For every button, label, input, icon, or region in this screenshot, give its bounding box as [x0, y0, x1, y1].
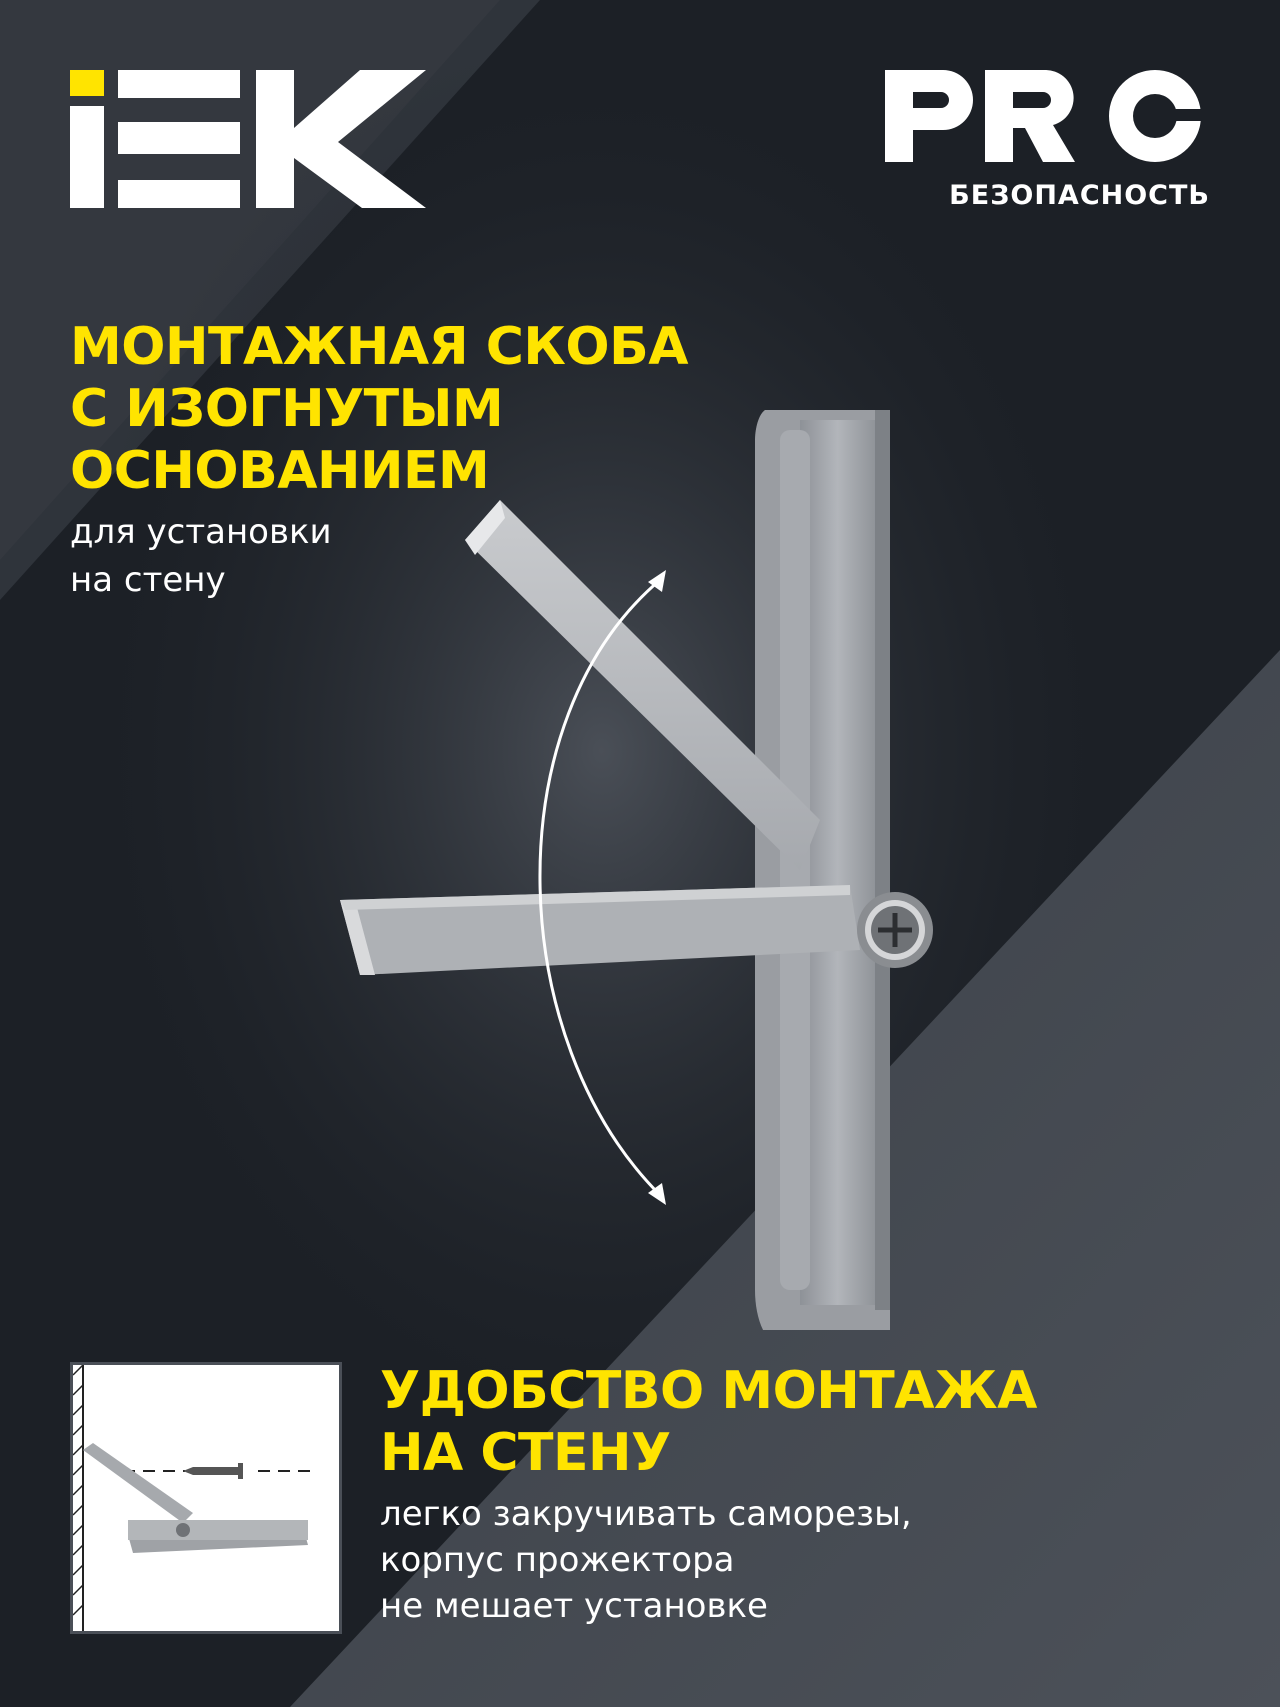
feature-1-desc-line: для установки — [70, 512, 332, 552]
pro-logo — [885, 70, 1215, 170]
iek-logo — [70, 70, 430, 210]
feature-2-title-line: НА СТЕНУ — [380, 1423, 671, 1483]
screw-icon — [183, 1463, 243, 1479]
feature-1-desc-line: на стену — [70, 560, 226, 600]
feature-2-desc-line: корпус прожектора — [380, 1540, 735, 1580]
feature-1-title-line: МОНТАЖНАЯ СКОБА — [70, 317, 688, 377]
pro-subtitle: БЕЗОПАСНОСТЬ — [949, 180, 1210, 211]
feature-2-desc-line: не мешает установке — [380, 1586, 768, 1626]
wall-mount-thumbnail — [70, 1362, 342, 1634]
feature-1-title-line: ОСНОВАНИЕМ — [70, 441, 490, 501]
feature-1-title-line: С ИЗОГНУТЫМ — [70, 379, 504, 439]
wall-mount-diagram — [73, 1365, 339, 1631]
feature-2-title-line: УДОБСТВО МОНТАЖА — [380, 1361, 1037, 1421]
feature-2-description — [380, 1491, 912, 1629]
feature-1-description — [70, 508, 332, 604]
feature-2-desc-line: легко закручивать саморезы, — [380, 1494, 912, 1534]
floodlight-bracket-illustration — [330, 400, 970, 1330]
feature-2-title — [380, 1360, 1037, 1484]
